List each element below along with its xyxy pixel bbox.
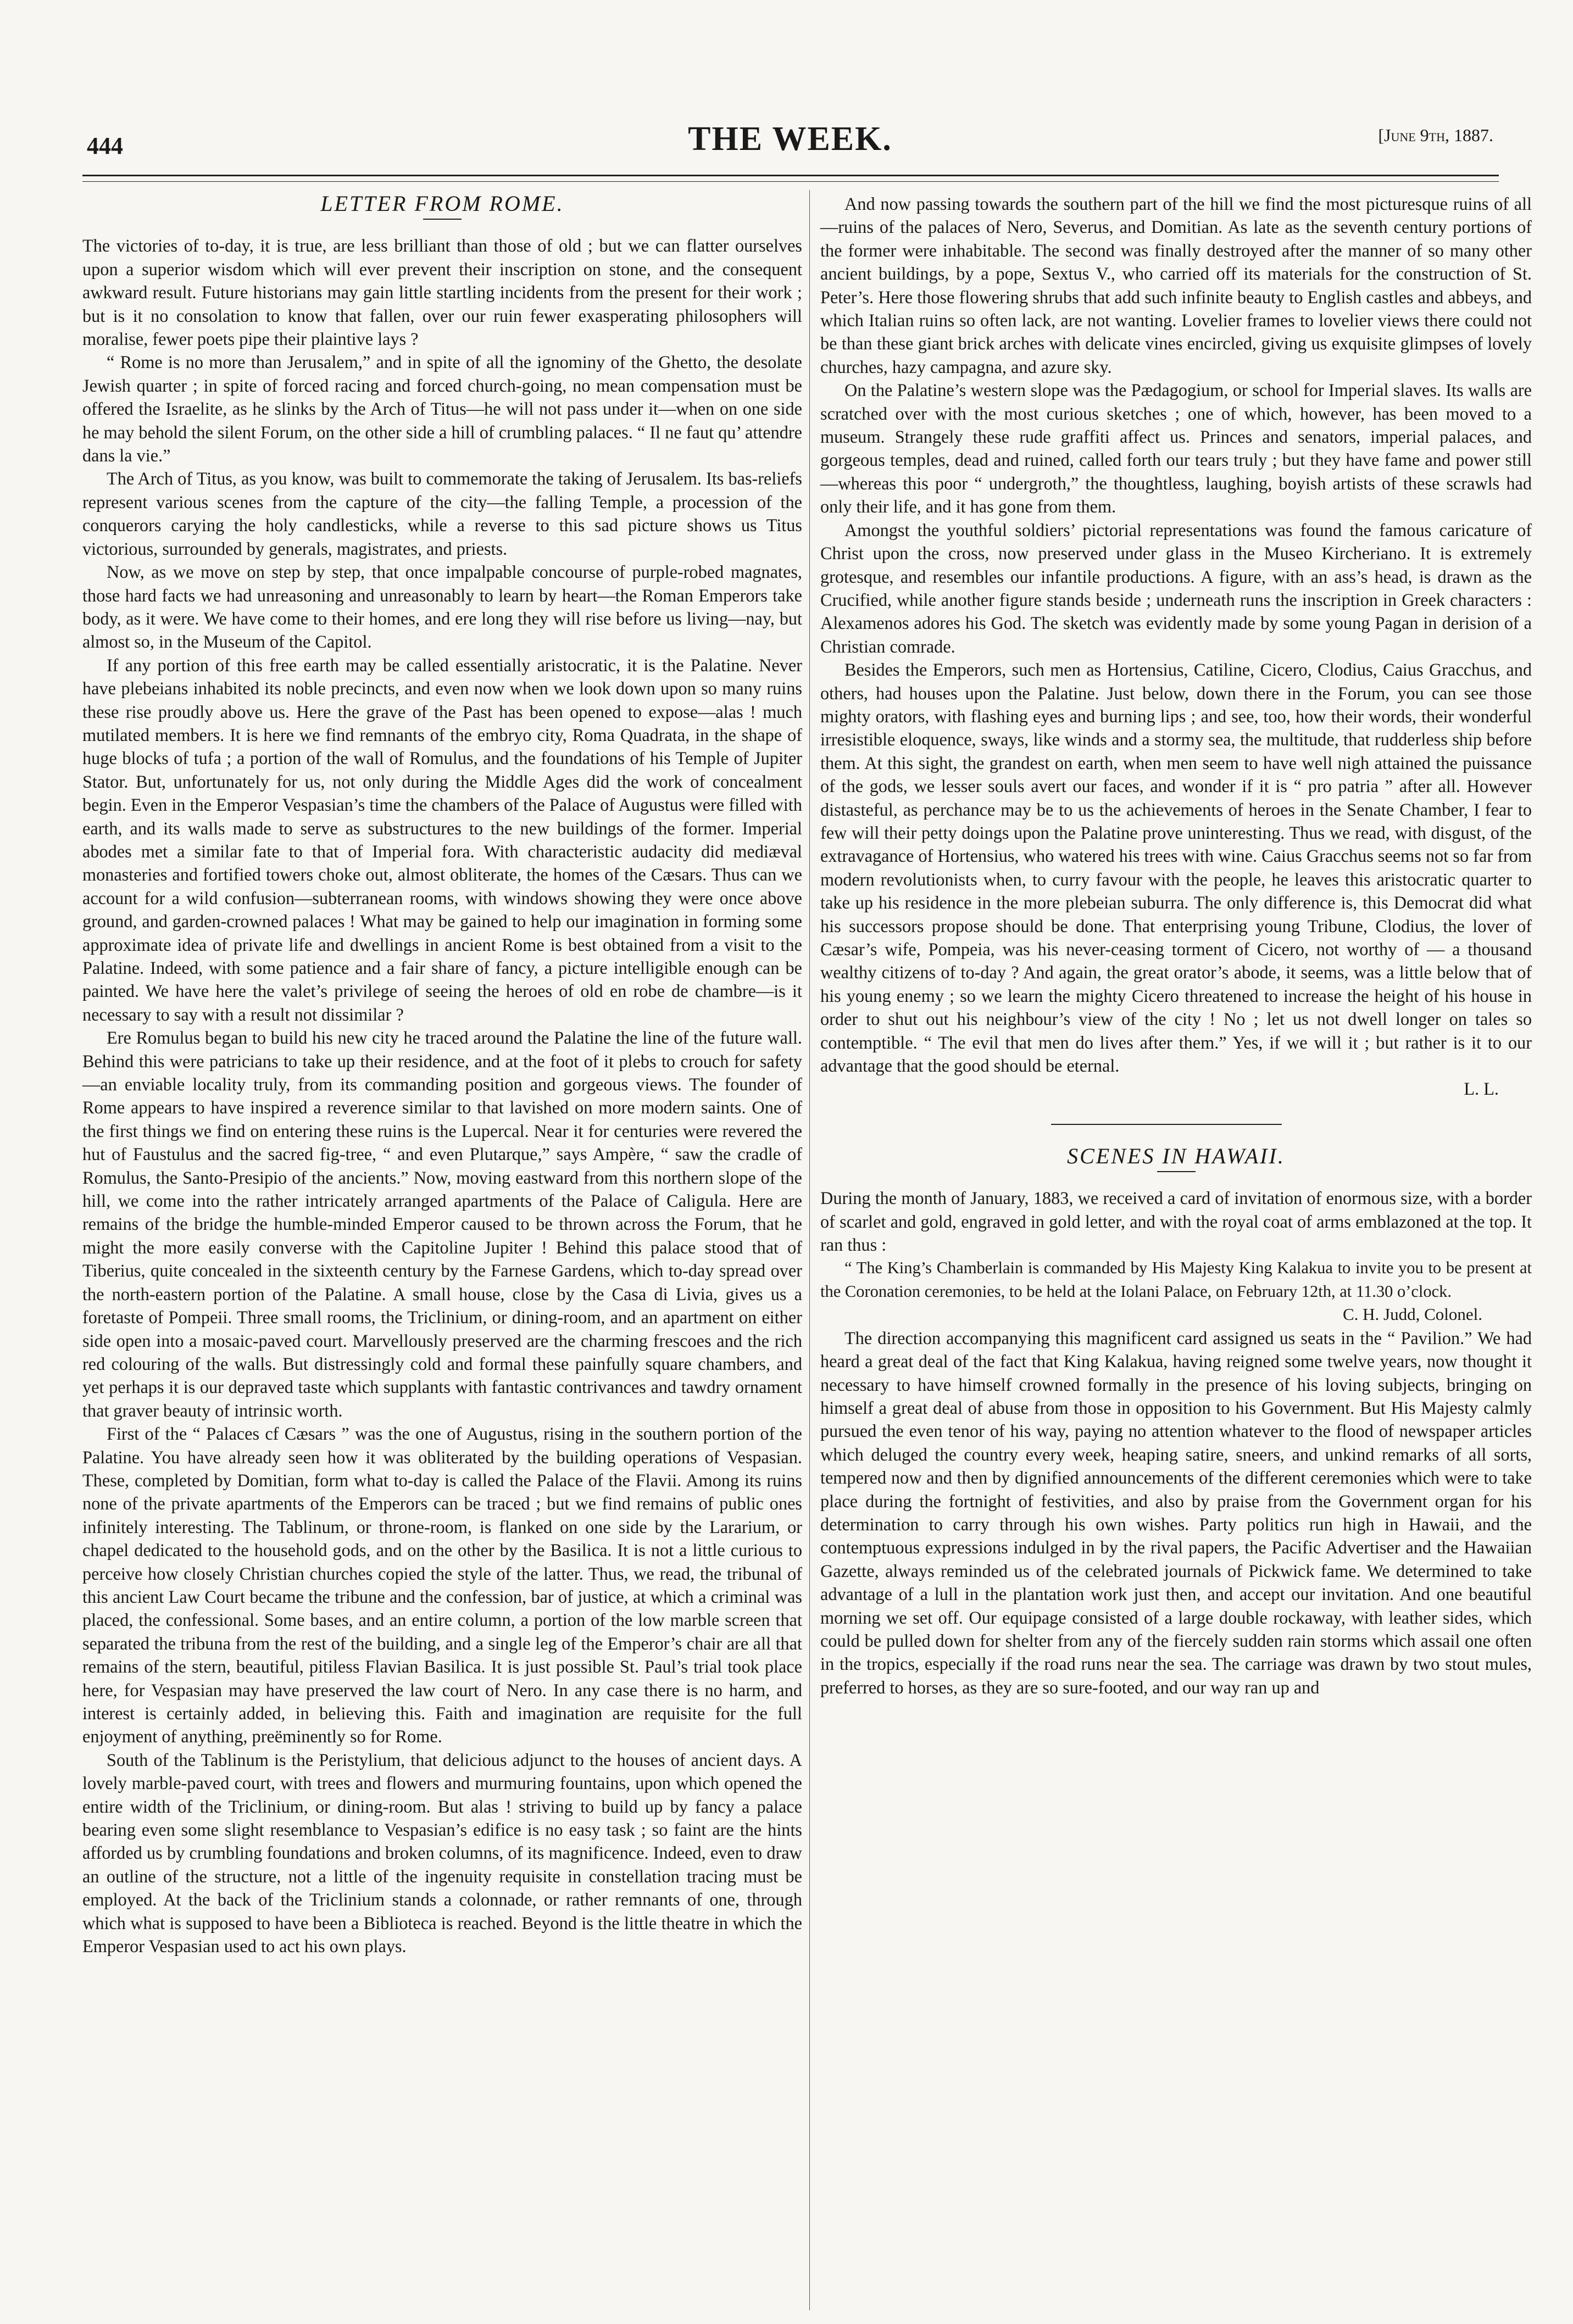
paragraph: The victories of to-day, it is true, are less brilliant than those of old ; but we can flatter ourselves upon a superior wisdom which will ever prevent their inscription on stone, and the consequent awkward result. Future historians may gain little startling incidents from the present for their work ; but is it no consolation to know that fallen, over our ruin fewer exasperating philosophers will moralise, fewer poets pipe their plaintive lays ? <box>82 236 802 349</box>
header-rule-thin <box>82 181 1499 182</box>
title-rule <box>1157 1171 1196 1172</box>
paragraph: During the month of January, 1883, we received a card of invitation of enormous size, with a border of scarlet and gold, engraved in gold letter, and with the royal coat of arms emblazoned at the top. It ran thus : <box>820 1188 1532 1255</box>
paragraph: And now passing towards the southern part of the hill we find the most picturesque ruins of all—ruins of the palaces of Nero, Severus, and Domitian. As late as the seventh century portions of the former were inhabitable. The second was finally destroyed after the manner of so many other ancient buildings, by a pope, Sextus V., who carried off its materials for the construction of St. Peter’s. Here those flowering shrubs that add such infinite beauty to English castles and abbeys, and which Italian ruins so often lack, are not wanting. Lovelier frames to lovelier views there could not be than these giant brick arches with delicate vines encircled, giving us exquisite glimpses of lovely churches, hazy campagna, and azure sky. <box>820 194 1532 377</box>
paragraph: “ Rome is no more than Jerusalem,” and in spite of all the ignominy of the Ghetto, the desolate Jewish quarter ; in spite of forced racing and forced church-going, no mean compensation must be offered the Israelite, as he slinks by the Arch of Titus—he will not pass under it—when on one side he may behold the silent Forum, on the other side a hill of crumbling palaces. “ Il ne faut qu’ attendre dans la vie.” <box>82 352 802 466</box>
journal-title: THE WEEK. <box>688 120 892 158</box>
paragraph: The direction accompanying this magnificent card assigned us seats in the “ Pavilion.” We had heard a great deal of the fact that King Kalakua, having reigned some twelve years, now thought it necessary to have himself crowned formally in the presence of his loving subjects, bringing on himself a great deal of abuse from those in opposition to his Government. But His Majesty calmly pursued the even tenor of his way, paying no attention whatever to the flood of newspaper articles which deluged the country every week, heaping satire, sneers, and unkind remarks of all sorts, tempered now and then by dignified announcements of the different ceremonies which were to take place during the fortnight of festivities, and also by praise from the Government organ for his determination to carry through his own wishes. Party politics run high in Hawaii, and the contemptuous expressions indulged in by the rival papers, the Pacific Advertiser and the Hawaiian Gazette, always reminded us of the celebrated journals of Pickwick fame. We determined to take advantage of a lull in the plantation work just then, and accept our invitation. And one beautiful morning we set off. Our equipage consisted of a large double rockaway, with leather sides, which could be pulled down for shelter from any of the fiercely sudden rain storms which assail one often in the tropics, especially if the road runs near the sea. The carriage was drawn by two stout mules, preferred to horses, as they are so sure-footed, and our way ran up and <box>820 1328 1532 1697</box>
invitation-quote: “ The King’s Chamberlain is commanded by His Majesty King Kalakua to invite you to be present at the Coronation ceremonies, to be held at the Iolani Palace, on February 12th, at 11.30 o’clock. <box>820 1258 1532 1301</box>
paragraph: Amongst the youthful soldiers’ pictorial representations was found the famous caricature of Christ upon the cross, now preserved under glass in the Museo Kircheriano. It is extremely grotesque, and resembles our infantile productions. A figure, with an ass’s head, is drawn as the Crucified, while another figure stands beside ; underneath runs the inscription in Greek characters : Alexamenos adores his God. The sketch was evidently made by some young Pagan in derision of a Christian comrade. <box>820 520 1532 656</box>
paragraph: The Arch of Titus, as you know, was built to commemorate the taking of Jerusalem. Its bas-reliefs represent various scenes from the capture of the city—the falling Temple, a procession of the conquerors carying the holy candlesticks, while a reverse to this sad picture shows us Titus victorious, surrounded by generals, magistrates, and priests. <box>82 469 802 559</box>
title-rule <box>423 219 462 220</box>
article-signature: L. L. <box>1464 1079 1499 1099</box>
paragraph: Ere Romulus began to build his new city he traced around the Palatine the line of the future wall. Behind this were patricians to take up their residence, and at the foot of it plebs to crouch for safety—an enviable locality truly, from its commanding position and gorgeous views. The founder of Rome appears to have inspired a reverence similar to that lavished on more modern saints. One of the first things we find on entering these ruins is the Lupercal. Near it for centuries were revered the hut of Faustulus and the sacred fig-tree, “ and even Plutarque,” says Ampère, “ saw the cradle of Romulus, the Santo-Presipio of the ancients.” Now, moving eastward from this northern slope of the hill, we come into the rather intricately arranged apartments of the Palace of Caligula. Here are remains of the bridge the humble-minded Emperor caused to be thrown across the Forum, that he might the more easily converse with the Capitoline Jupiter ! Behind this palace stood that of Tiberius, quite concealed in the sixteenth century by the Farnese Gardens, which to-day spread over the north-eastern portion of the Palatine. A small house, close by the Casa di Livia, gives us a foretaste of Pompeii. Three small rooms, the Triclinium, or dining-room, and an apartment on either side open into a mosaic-paved court. Marvellously preserved are the charming frescoes and the rich red colouring of the walls. But distressingly cold and formal these painfully square chambers, and yet perhaps it is our depraved taste which supplants with fantastic contrivances and tawdry ornament that graver beauty of intrinsic worth. <box>82 1028 802 1420</box>
page-number: 444 <box>87 132 123 159</box>
article-title: SCENES IN HAWAII. <box>1067 1143 1285 1168</box>
left-column <box>82 192 802 1958</box>
quote-signature: C. H. Judd, Colonel. <box>1342 1305 1482 1324</box>
paragraph: Besides the Emperors, such men as Hortensius, Catiline, Cicero, Clodius, Caius Gracchus, and others, had houses upon the Palatine. Just below, down there in the Forum, you can see those mighty orators, with flashing eyes and burning lips ; and see, too, how their words, their wonderful irresistible eloquence, sways, like winds and a stormy sea, the multitude, that rudderless ship before them. At this sight, the grandest on earth, when men seem to have well nigh attained the puissance of the gods, we lesser souls avert our faces, and wonder if it is “ pro patria ” after all. However distasteful, as perchance may be to us the achievements of heroes in the Senate Chamber, I fear to few will their petty doings upon the Palatine prove uninteresting. Thus we read, with disgust, of the extravagance of Hortensius, who watered his trees with wine. Caius Gracchus seems not so far from modern revolutionists when, to curry favour with the people, he leaves this aristocratic quarter to take up his residence in the more plebeian suburra. The only difference is, this Democrat did what his successors propose should be done. That enterprising young Tribune, Clodius, the lover of Cæsar’s wife, Pompeia, was his never-ceasing torment of Cicero, not worthy of — a thousand wealthy citizens of to-day ? And again, the great orator’s abode, it seems, was a little below that of his young enemy ; so we learn the mighty Cicero threatened to increase the height of his house in order to shut out his neighbour’s view of the city ! No ; let us not dwell longer on tales so contemptible. “ The evil that men do lives after them.” Yes, if we will it ; but rather is it to our advantage that the good should be eternal. <box>820 660 1532 1076</box>
paragraph: First of the “ Palaces cf Cæsars ” was the one of Augustus, rising in the southern portion of the Palatine. You have already seen how it was obliterated by the building operations of Vespasian. These, completed by Domitian, form what to-day is called the Palace of the Flavii. Among its ruins none of the private apartments of the Emperors can be traced ; but we find remains of public ones infinitely interesting. The Tablinum, or throne-room, is flanked on one side by the Lararium, or chapel dedicated to the household gods, and on the other by the Basilica. It is not a little curious to perceive how closely Christian churches copied the style of the latter. Thus, we read, the tribunal of this ancient Law Court became the tribune and the confession, bar of justice, at which a criminal was placed, the confessional. Some bases, and an entire column, a portion of the low marble screen that separated the tribuna from the rest of the building, and a single leg of the Emperor’s chair are all that remains of the stern, beautiful, pitiless Flavian Basilica. It is just possible St. Paul’s trial took place here, for Vespasian may have preserved the law court of Nero. In any case there is no harm, and interest is certainly added, in believing this. Faith and imagination are requisite for the full enjoyment of anything, preëminently so for Rome. <box>82 1424 802 1747</box>
article-title: LETTER FROM ROME. <box>320 191 564 216</box>
section-rule <box>1051 1124 1282 1125</box>
paragraph: Now, as we move on step by step, that once impalpable concourse of purple-robed magnates, those hard facts we had unreasoning and unreasonably to learn by heart—the Roman Emperors take body, as it were. We have come to their homes, and ere long they will rise before us living—nay, but almost so, in the Museum of the Capitol. <box>82 562 802 652</box>
masthead <box>87 120 1493 164</box>
column-divider <box>809 190 810 2310</box>
paragraph: South of the Tablinum is the Peristylium, that delicious adjunct to the houses of ancient days. A lovely marble-paved court, with trees and flowers and murmuring fountains, upon which opened the entire width of the Triclinium, or dining-room. But alas ! striving to build up by fancy a palace bearing even some slight resemblance to Vespasian’s edifice is no easy task ; so faint are the hints afforded us by crumbling foundations and broken columns, of its magnificence. Indeed, even to draw an outline of the structure, not a little of the ingenuity requisite in constellation tracing must be employed. At the back of the Triclinium stands a colonnade, or rather remnants of one, through which what is supposed to have been a Biblioteca is reached. Beyond is the little theatre in which the Emperor Vespasian used to act his own plays. <box>82 1749 802 1957</box>
paragraph: If any portion of this free earth may be called essentially aristocratic, it is the Palatine. Never have plebeians inhabited its noble precincts, and even now when we look down upon so many ruins these rise proudly above us. Here the grave of the Past has been opened to expose—alas ! much mutilated members. It is here we find remnants of the embryo city, Roma Quadrata, in the shape of huge blocks of tufa ; a portion of the wall of Romulus, and the foundations of his Temple of Jupiter Stator. But, unfortunately for us, not only during the Middle Ages did the work of concealment begin. Even in the Emperor Vespasian’s time the chambers of the Palace of Augustus were filled with earth, and its walls made to serve as substructures to the new buildings of the former. Imperial abodes met a similar fate to that of Imperial fora. With characteristic audacity did mediæval monasteries and fortified towers choke out, almost obliterate, the homes of the Cæsars. Thus can we account for a wild confusion—subterranean rooms, with windows showing they were once above ground, and garden-crowned palaces ! What may be gained to help our imagination in forming some approximate idea of private life and dwellings in ancient Rome is best obtained from a visit to the Palatine. Indeed, with some patience and a fair share of fancy, a picture intelligible enough can be painted. We have here the valet’s privilege of seeing the heroes of old en robe de chambre—is it necessary to say with a result not dissimilar ? <box>82 655 802 1024</box>
issue-date: [June 9th, 1887. <box>1378 125 1493 145</box>
header-rule-thick <box>82 175 1499 176</box>
paragraph: On the Palatine’s western slope was the Pædagogium, or school for Imperial slaves. Its walls are scratched over with the most curious sketches ; one of which, however, has been moved to a museum. Strangely these rude graffiti affect us. Princes and senators, imperial palaces, and gorgeous temples, dead and ruined, called forth our tears truly ; but they have fame and power still—whereas this poor “ undergroth,” the thoughtless, laughing, boyish artists of these scrawls had only their life, and it has gone from them. <box>820 380 1532 517</box>
right-column <box>820 192 1532 1699</box>
